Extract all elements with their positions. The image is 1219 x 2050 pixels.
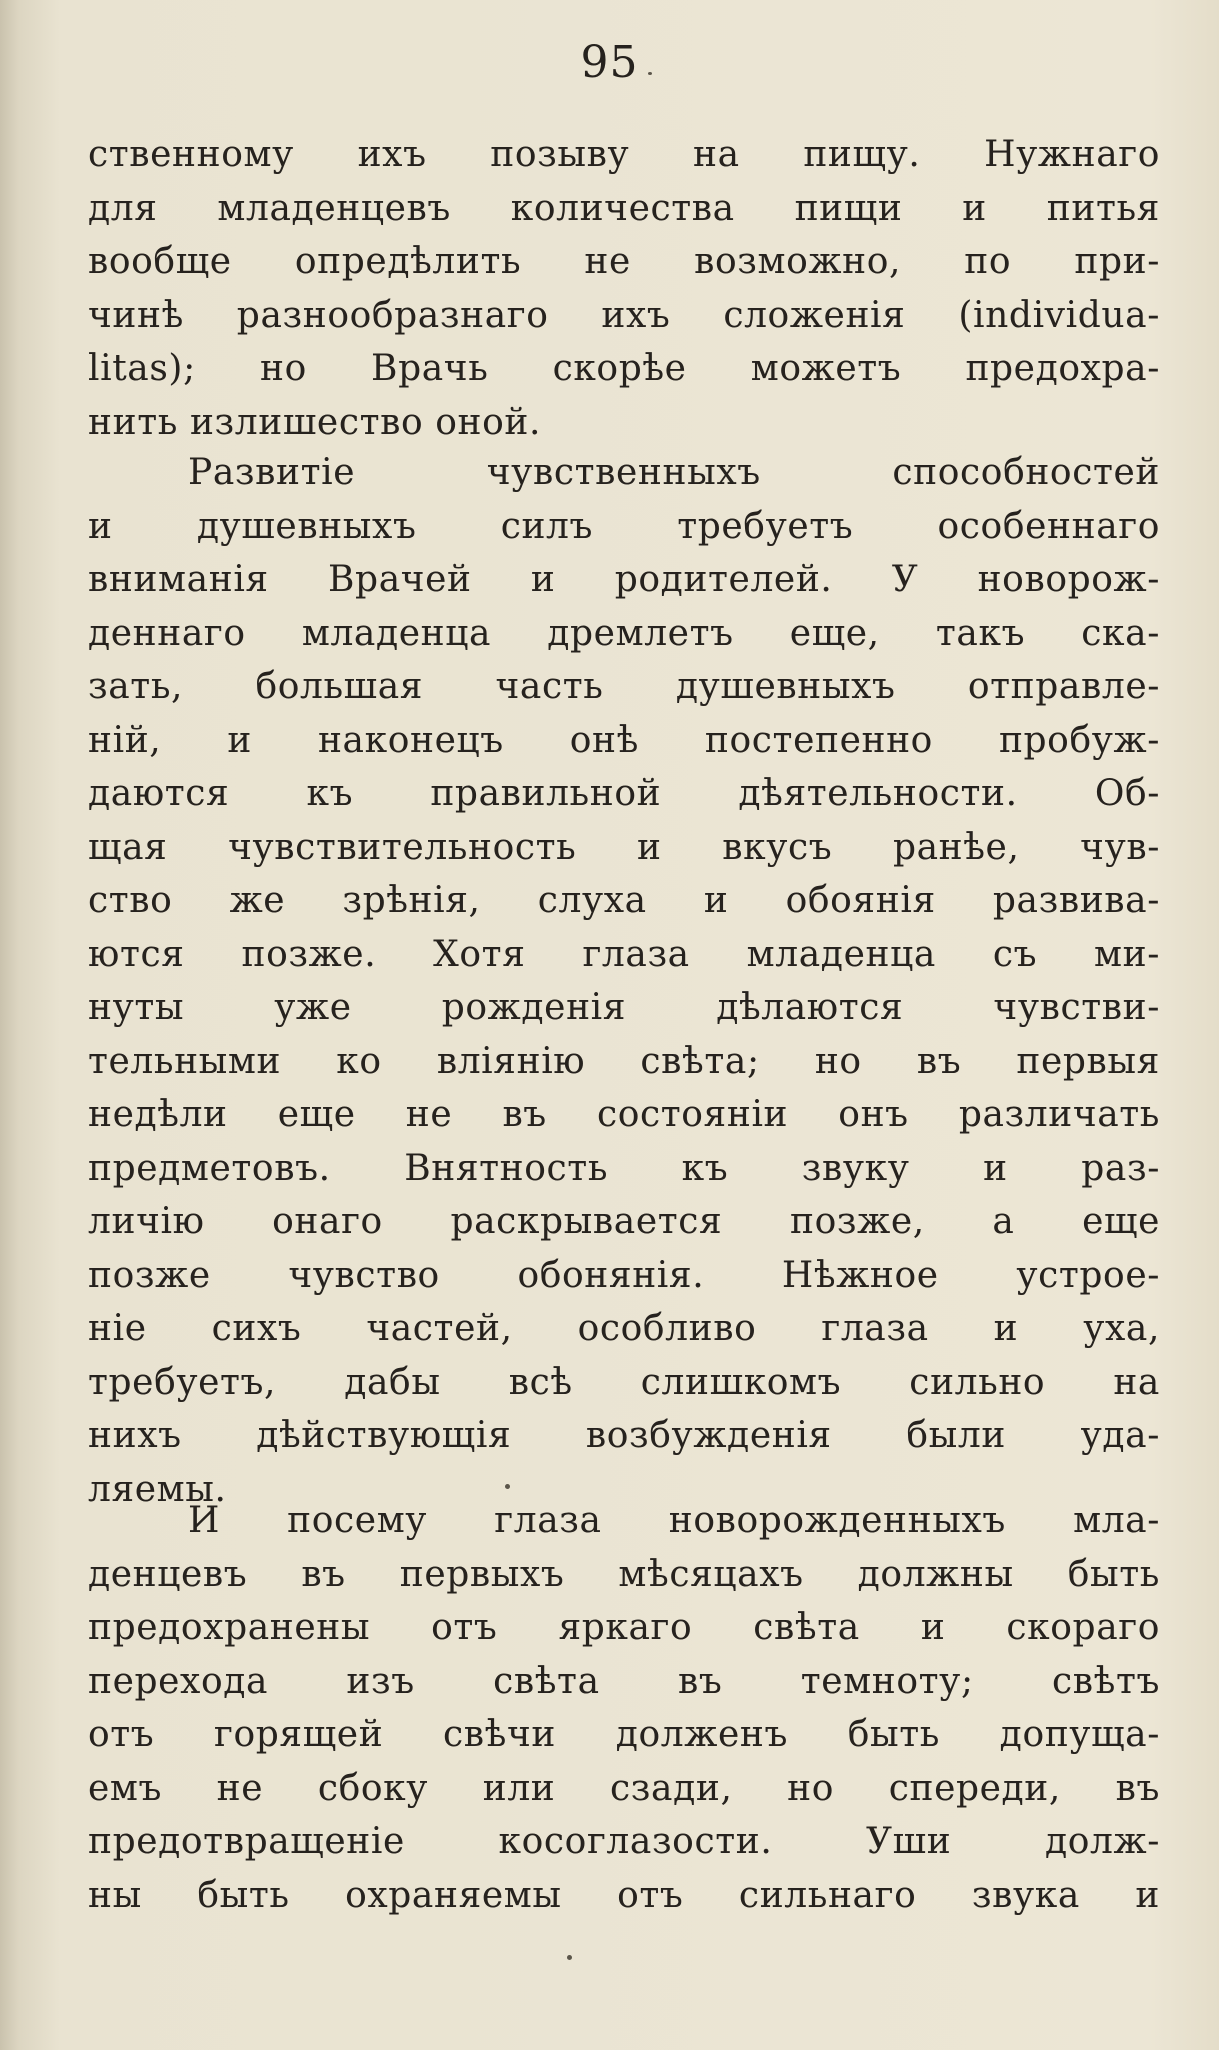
text-line: ственному ихъ позыву на пищу. Нужнаго — [88, 134, 1160, 175]
text-line: перехода изъ свѣта въ темноту; свѣтъ — [88, 1660, 1160, 1702]
text-line: и душевныхъ силъ требуетъ особеннаго — [88, 505, 1160, 547]
text-line: предметовъ. Внятность къ звуку и раз- — [88, 1147, 1160, 1189]
text-line: денцевъ въ первыхъ мѣсяцахъ должны быть — [88, 1553, 1160, 1595]
ink-speck — [648, 72, 652, 75]
text-line: даются къ правильной дѣятельности. Об- — [88, 773, 1160, 814]
ink-speck — [567, 1955, 572, 1960]
text-line: требуетъ, дабы всѣ слишкомъ сильно на — [88, 1361, 1160, 1403]
paragraph-2 — [88, 446, 1160, 1516]
text-line: ство же зрѣнія, слуха и обоянія развива- — [88, 880, 1160, 921]
text-line: недѣли еще не въ состояніи онъ различать — [88, 1094, 1160, 1135]
text-line: ній, и наконецъ онѣ постепенно пробуж- — [88, 719, 1160, 761]
text-line: вниманія Врачей и родителей. У новорож- — [88, 559, 1160, 600]
text-line: ляемы. — [88, 1468, 227, 1510]
text-line: для младенцевъ количества пищи и питья — [88, 187, 1160, 229]
text-line: litas); но Врачь скорѣе можетъ предохра- — [88, 348, 1160, 389]
text-line: предохранены отъ яркаго свѣта и скораго — [88, 1607, 1160, 1648]
text-line: позже чувство обонянія. Нѣжное устрое- — [88, 1254, 1160, 1296]
text-line: чинѣ разнообразнаго ихъ сложенія (individua- — [88, 294, 1160, 336]
text-line: ніе сихъ частей, особливо глаза и уха, — [88, 1308, 1160, 1349]
text-line: деннаго младенца дремлетъ еще, такъ ска- — [88, 612, 1160, 654]
text-line: тельными ко вліянію свѣта; но въ первыя — [88, 1040, 1160, 1082]
text-line: Развитіе чувственныхъ способностей — [188, 452, 1160, 493]
text-line: нихъ дѣйствующія возбужденія были уда- — [88, 1415, 1160, 1456]
text-line: ны быть охраняемы отъ сильнаго звука и — [88, 1874, 1160, 1916]
text-line: емъ не сбоку или сзади, но спереди, въ — [88, 1767, 1160, 1809]
text-line: нить излишество оной. — [88, 401, 542, 443]
text-line: вообще опредѣлить не возможно, по при- — [88, 241, 1160, 282]
text-line: отъ горящей свѣчи долженъ быть допуща- — [88, 1714, 1160, 1755]
text-line: зать, большая часть душевныхъ отправле- — [88, 666, 1160, 707]
text-line: нуты уже рожденія дѣлаются чувстви- — [88, 987, 1160, 1028]
text-line: щая чувствительность и вкусъ ранѣе, чув- — [88, 826, 1160, 868]
text-line: предотвращеніе косоглазости. Уши долж- — [88, 1821, 1160, 1862]
text-line: И посему глаза новорожденныхъ мла- — [188, 1500, 1160, 1541]
paragraph-1 — [88, 128, 1160, 449]
text-line: ются позже. Хотя глаза младенца съ ми- — [88, 933, 1160, 975]
paragraph-3 — [88, 1494, 1160, 1922]
page-number: 95 — [580, 37, 639, 88]
text-line: личію онаго раскрывается позже, а еще — [88, 1201, 1160, 1242]
ink-speck — [505, 1484, 510, 1489]
